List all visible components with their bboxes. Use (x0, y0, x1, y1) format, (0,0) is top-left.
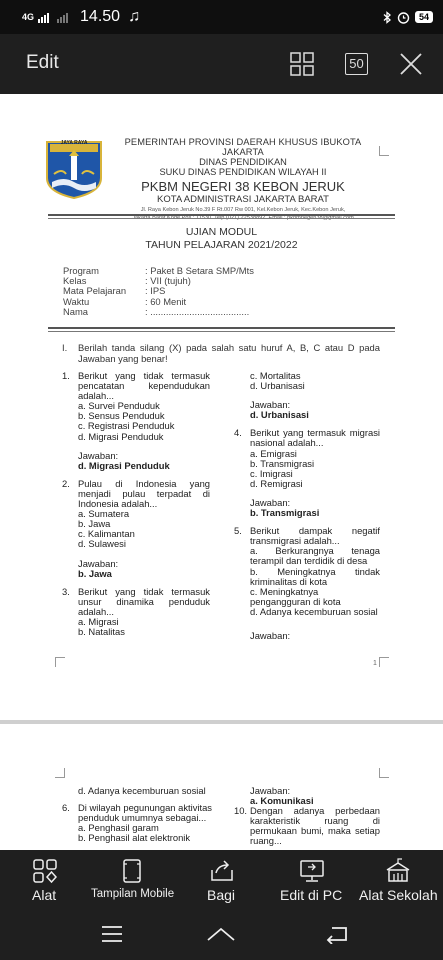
crop-mark (55, 768, 65, 778)
questions-right-column (234, 371, 380, 641)
divider (48, 218, 395, 219)
close-icon[interactable] (399, 52, 423, 76)
grid-view-icon[interactable] (290, 52, 314, 76)
questions-right-column: Jawaban: a. Komunikasi 10. Dengan adanya perbedaan karakteristik ruang di permukaan bumi, maka setiap ruang... (234, 785, 380, 847)
question-1: 1. Berikut yang tidak termasuk pencatatan kependudukan adalah... a. Survei Penduduk b. Sensus Penduduk c. Registrasi Penduduk d. Migrasi Penduduk Jawaban: d. Migrasi Penduduk (62, 370, 210, 471)
question-6: 6. Di wilayah pegunungan aktivitas penduduk umumnya sebagai... a. Penghasil garam b. Penghasil alat elektronik (62, 802, 212, 844)
back-icon[interactable] (325, 924, 349, 944)
tool-alat-sekolah[interactable]: Alat Sekolah (356, 850, 440, 912)
document-page-1 (0, 94, 443, 720)
info-row: Nama : ...................................... (63, 305, 250, 317)
question-5: 5. Berikut dampak negatif transmigrasi adalah... a. Berkurangnya tenaga terampil dan terdidik di desa b. Meningkatnya tindak kriminalitas di kota c. Meningkatnya pengangguran di kota d. Adanya kecemburuan sosial Jawaban: (234, 525, 380, 641)
signal-icon (38, 12, 49, 23)
logo-text: JAYA RAYA (60, 140, 88, 146)
mobile-view-icon (121, 858, 143, 884)
crop-mark (379, 657, 389, 667)
instruction: I. Berilah tanda silang (X) pada salah satu huruf A, B, C atau D pada Jawaban yang benar! (62, 342, 380, 364)
alarm-icon (397, 11, 410, 24)
divider (48, 327, 395, 329)
tools-icon (32, 858, 58, 884)
app-header (0, 34, 443, 94)
document-page-2 (0, 724, 443, 850)
questions-left-column (62, 371, 210, 637)
music-note-icon: ♫ (128, 8, 141, 25)
exam-title: UJIAN MODUL (185, 226, 258, 238)
question-3: 3. Berikut yang tidak termasuk unsur dinamika penduduk adalah... a. Migrasi b. Natalitas (62, 585, 210, 638)
question-2: 2. Pulau di Indonesia yang menjadi pulau terpadat di Indonesia adalah... a. Sumatera b. Jawa c. Kalimantan d. Sulawesi Jawaban: b. Jawa (62, 477, 210, 579)
page-number: 1 (373, 660, 377, 667)
info-row: Kelas : VII (tujuh) (63, 275, 191, 287)
menu-icon[interactable] (101, 925, 123, 943)
bottom-toolbar (0, 850, 443, 912)
document-viewer[interactable] (0, 94, 443, 850)
question-3-cont: c. Mortalitas d. Urbanisasi Jawaban: d. Urbanisasi (250, 370, 309, 421)
tool-edit-di-pc[interactable]: Edit di PC (276, 850, 346, 912)
question-4: 4. Berikut yang termasuk migrasi nasional adalah... a. Emigrasi b. Transmigrasi c. Imigrasi d. Remigrasi Jawaban: b. Transmigrasi (234, 427, 380, 519)
status-time: 14.50 (80, 8, 121, 25)
questions-left-column: d. Adanya kecemburuan sosial 6. Di wilayah pegunungan aktivitas penduduk umumnya sebagai... a. Penghasil garam b. Penghasil alat elektronik (62, 785, 212, 844)
info-row: Waktu : 60 Menit (63, 295, 187, 307)
page-title: Edit (26, 52, 59, 73)
exam-year: TAHUN PELAJARAN 2021/2022 (145, 239, 298, 251)
info-row: Mata Pelajaran : IPS (63, 285, 166, 297)
tool-alat[interactable]: Alat (20, 850, 70, 912)
system-nav-bar (0, 912, 443, 960)
info-row: Program : Paket B Setara SMP/Mts (63, 265, 254, 276)
tool-bagi[interactable]: Bagi (200, 850, 244, 912)
divider (48, 331, 395, 332)
crop-mark (55, 657, 65, 667)
share-icon (208, 858, 236, 884)
jakarta-emblem-logo (44, 138, 104, 200)
divider (48, 214, 395, 216)
page-count-button[interactable]: 50 (345, 53, 368, 75)
bluetooth-icon (383, 11, 392, 24)
battery-icon: 54 (415, 11, 433, 23)
signal-secondary-icon (57, 12, 68, 23)
status-bar (0, 0, 443, 34)
tool-tampilan-mobile[interactable]: Tampilan Mobile (88, 850, 178, 912)
home-icon[interactable] (206, 926, 236, 942)
letterhead: PEMERINTAH PROVINSI DAERAH KHUSUS IBUKOTA JAKARTA DINAS PENDIDIKAN SUKU DINAS PENDIDIKAN WILAYAH II PKBM NEGERI 38 KEBON JERUK KOTA ADMINISTRASI JAKARTA BARAT Jl. Raya Kebon Jeruk No.39 F Rt.007 Rw 001, Kel.Kebon Jeruk, Kec.Kebon Jeruk, Jakarta Barat Kode Pos : 11530. Telp (021) 22538892. Email : pkbmnegeri38@gmail.com (124, 137, 362, 221)
question-10: 10. Dengan adanya perbedaan karakteristik ruang di permukaan bumi, maka setiap ruang... (234, 805, 380, 847)
exam-info (63, 266, 254, 317)
school-icon (384, 858, 412, 884)
network-type: 4G (22, 11, 35, 22)
monitor-icon (298, 858, 326, 884)
crop-mark (379, 768, 389, 778)
